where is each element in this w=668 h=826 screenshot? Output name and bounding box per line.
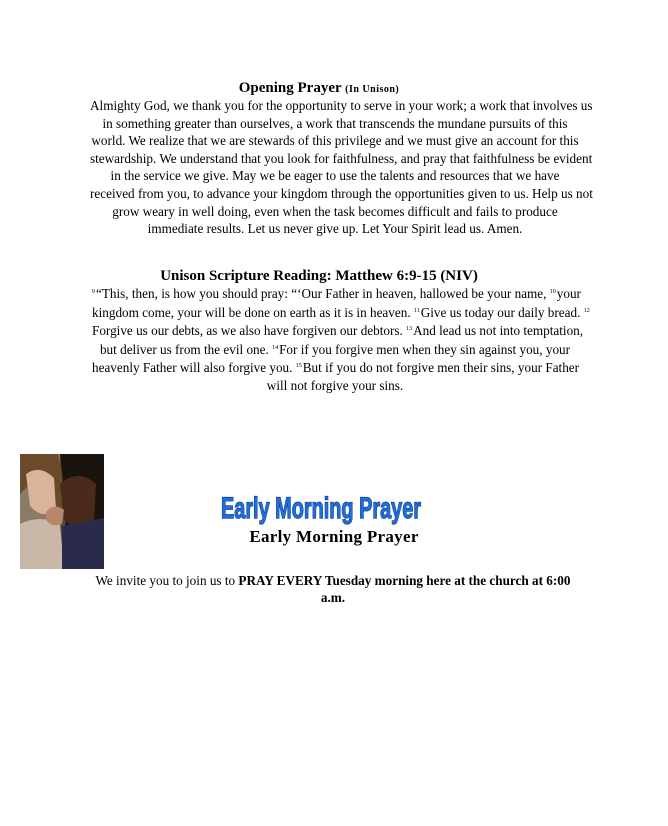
verse-number: 12 xyxy=(583,307,590,314)
opening-prayer-line: received from you, to advance your kingdom through the opportunities given to us. Help us not xyxy=(90,185,593,201)
verse-text: But if you do not forgive men their sins, your Father xyxy=(302,360,580,376)
scripture-line xyxy=(92,303,590,322)
invitation-line xyxy=(90,572,576,589)
opening-prayer-subtitle: (In Unison) xyxy=(345,84,400,95)
invitation-line xyxy=(90,589,576,606)
verse-text: And lead us not into temptation, xyxy=(413,323,584,339)
opening-prayer-line: Almighty God, we thank you for the opportunity to serve in your work; a work that involves us xyxy=(90,98,593,113)
verse-text: Give us today our daily bread. xyxy=(420,304,581,320)
wordart-text: Early Morning Prayer xyxy=(221,492,422,525)
verse-number: 14 xyxy=(272,344,279,351)
opening-prayer-text xyxy=(90,97,593,238)
scripture-line xyxy=(92,321,584,340)
early-morning-prayer-caption: Early Morning Prayer xyxy=(249,527,419,546)
verse-number: 13 xyxy=(406,326,413,333)
scripture-line: will not forgive your sins. xyxy=(266,377,404,393)
opening-prayer-line: grow weary in well doing, even when the task becomes difficult and fails to produce xyxy=(112,203,558,219)
opening-prayer-line: world. We realize that we are stewards of this privilege and we must give an account for this xyxy=(91,133,579,149)
verse-number: 15 xyxy=(295,363,302,370)
invitation-emphasis-end: a.m. xyxy=(320,590,346,605)
verse-text: “This, then, is how you should pray: “‘Our Father in heaven, hallowed be your name, xyxy=(96,286,547,301)
verse-text: your xyxy=(556,286,581,301)
opening-prayer-heading xyxy=(0,80,638,97)
scripture-line xyxy=(92,284,581,303)
verse-text: Forgive us our debts, as we also have forgiven our debtors. xyxy=(92,323,403,339)
opening-prayer-title: Opening Prayer xyxy=(238,80,342,96)
verse-text: but deliver us from the evil one. xyxy=(99,341,269,357)
verse-text: heavenly Father will also forgive you. xyxy=(92,360,293,376)
scripture-line xyxy=(92,340,578,359)
scripture-reading-heading: Unison Scripture Reading: Matthew 6:9-15 (NIV) xyxy=(160,268,478,284)
opening-prayer-line: stewardship. We understand that you look for faithfulness, and pray that faithfulness be evident xyxy=(90,150,593,166)
scripture-line xyxy=(92,358,578,377)
prayer-invitation xyxy=(90,572,576,606)
opening-prayer-line: immediate results. Let us never give up. Let Your Spirit lead us. Amen. xyxy=(147,221,523,237)
verse-text: kingdom come, your will be done on earth as it is in heaven. xyxy=(92,304,411,320)
scripture-reading-text xyxy=(92,284,590,395)
praying-women-photo xyxy=(20,454,104,569)
opening-prayer-line: in the service we give. May we be eager to use the talents and resources that we have xyxy=(110,168,560,184)
early-morning-prayer-wordart xyxy=(216,480,426,528)
verse-number: 11 xyxy=(413,307,420,314)
verse-text: For if you forgive men when they sin against you, your xyxy=(279,341,571,357)
opening-prayer-line: in something greater than ourselves, a work that transcends the mundane pursuits of this xyxy=(102,115,568,131)
invitation-emphasis: PRAY EVERY Tuesday morning here at the church at 6:00 xyxy=(238,573,571,588)
verse-number: 10 xyxy=(549,289,556,295)
invitation-lead: We invite you to join us to xyxy=(95,573,239,588)
verse-number: 9 xyxy=(92,289,95,295)
